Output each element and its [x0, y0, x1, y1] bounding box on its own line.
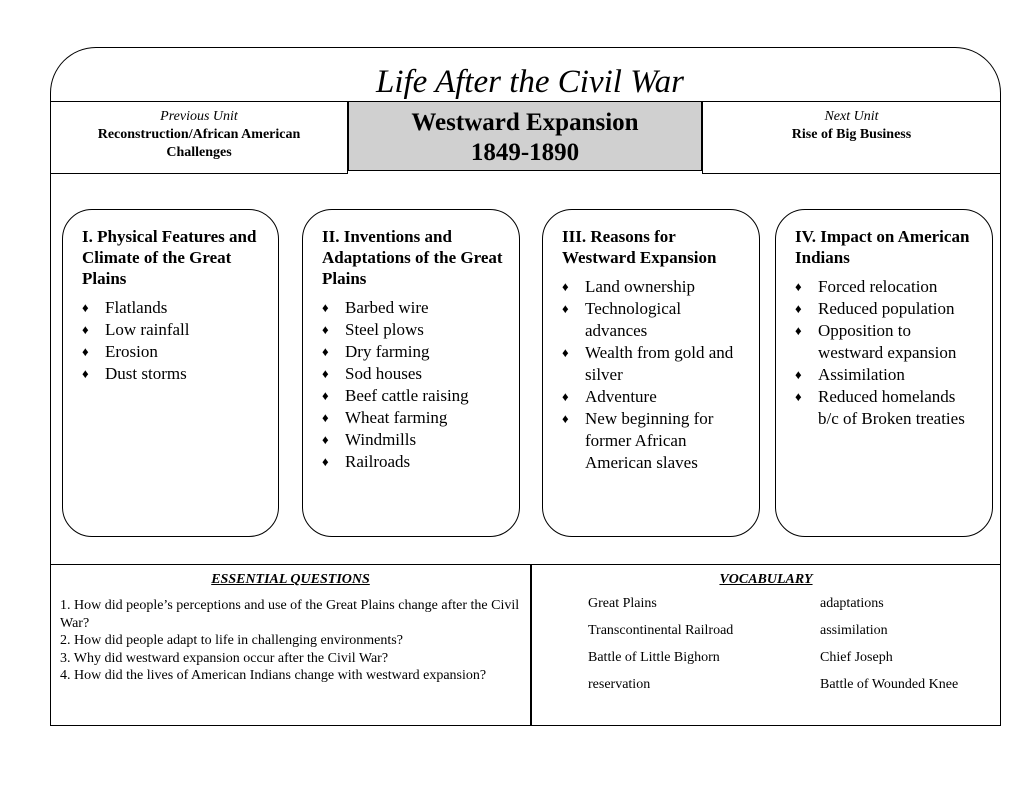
diamond-bullet-icon: ♦ [795, 389, 802, 404]
next-unit-label: Next Unit [824, 109, 879, 124]
diamond-bullet-icon: ♦ [322, 454, 329, 469]
topic-list [82, 297, 266, 385]
topic-list-item [322, 429, 507, 451]
topic-item-text: Railroads [345, 452, 411, 471]
diamond-bullet-icon: ♦ [322, 344, 329, 359]
next-unit-name: Rise of Big Business [791, 127, 912, 142]
topic-list-item [795, 276, 980, 298]
topic-card-impact [775, 209, 993, 537]
topic-list-item [322, 363, 507, 385]
diamond-bullet-icon: ♦ [795, 301, 802, 316]
essential-questions-list [51, 597, 530, 685]
question-item: 3. Why did westward expansion occur after the Civil War? [60, 650, 389, 666]
vocabulary-term: assimilation [820, 623, 888, 638]
topic-list-item [562, 276, 747, 298]
topic-list-item [82, 363, 266, 385]
topic-item-text: Erosion [105, 342, 158, 361]
topic-item-text: Technological advances [585, 299, 682, 340]
current-unit-name: Westward Expansion [411, 109, 639, 136]
topic-item-text: Reduced population [818, 299, 955, 318]
topic-list-item [82, 297, 266, 319]
question-item: 2. How did people adapt to life in challenging environments? [60, 633, 403, 648]
topic-item-text: Wheat farming [345, 408, 448, 427]
topic-item-text: Reduced homelands b/c of Broken treaties [818, 387, 965, 428]
vocabulary-term: Battle of Little Bighorn [588, 650, 720, 665]
topic-item-text: Assimilation [818, 365, 905, 384]
diamond-bullet-icon: ♦ [82, 300, 89, 315]
diamond-bullet-icon: ♦ [322, 366, 329, 381]
topic-list [322, 297, 507, 473]
topic-item-text: New beginning for former African American slaves [585, 409, 714, 472]
topic-title: IV. Impact on American Indians [795, 227, 970, 267]
topic-item-text: Opposition to westward expansion [818, 321, 957, 362]
vocabulary-term: Chief Joseph [820, 650, 893, 665]
diamond-bullet-icon: ♦ [322, 388, 329, 403]
topic-list-item [562, 298, 747, 342]
diamond-bullet-icon: ♦ [82, 366, 89, 381]
topic-list-item [82, 341, 266, 363]
topic-item-text: Dry farming [345, 342, 430, 361]
topic-list-item [795, 320, 980, 364]
diamond-bullet-icon: ♦ [322, 322, 329, 337]
diamond-bullet-icon: ♦ [322, 300, 329, 315]
topic-list-item [322, 297, 507, 319]
vocabulary-term: Battle of Wounded Knee [820, 677, 959, 692]
diamond-bullet-icon: ♦ [562, 279, 569, 294]
topic-title: III. Reasons for Westward Expansion [562, 227, 717, 267]
topic-item-text: Wealth from gold and silver [585, 343, 734, 384]
topic-item-text: Forced relocation [818, 277, 938, 296]
vocabulary-term: Transcontinental Railroad [588, 623, 734, 638]
previous-unit-box [50, 101, 348, 174]
topic-card-physical-features [62, 209, 279, 537]
topic-list-item [322, 319, 507, 341]
topic-item-text: Barbed wire [345, 298, 429, 317]
vocabulary-term: Great Plains [588, 596, 657, 611]
topic-list-item [795, 364, 980, 386]
essential-questions-heading: ESSENTIAL QUESTIONS [211, 572, 370, 587]
current-unit-dates: 1849-1890 [470, 139, 580, 166]
topic-list-item [562, 408, 747, 474]
topic-list [795, 276, 980, 430]
topic-card-reasons [542, 209, 760, 537]
topic-title: II. Inventions and Adaptations of the Great Plains [322, 227, 503, 288]
diamond-bullet-icon: ♦ [795, 323, 802, 338]
question-item: 1. How did people’s perceptions and use of the Great Plains change after the Civil War? [60, 598, 520, 631]
topic-title: I. Physical Features and Climate of the Great Plains [82, 227, 257, 288]
topic-list-item [322, 407, 507, 429]
diamond-bullet-icon: ♦ [562, 411, 569, 426]
topic-list-item [82, 319, 266, 341]
diamond-bullet-icon: ♦ [562, 345, 569, 360]
diamond-bullet-icon: ♦ [322, 432, 329, 447]
topic-list-item [562, 342, 747, 386]
topic-list-item [562, 386, 747, 408]
diamond-bullet-icon: ♦ [795, 279, 802, 294]
topic-list-item [322, 451, 507, 473]
topic-item-text: Sod houses [345, 364, 422, 383]
topic-item-text: Flatlands [105, 298, 168, 317]
diamond-bullet-icon: ♦ [795, 367, 802, 382]
vocabulary-term: reservation [588, 677, 651, 692]
topic-list-item [322, 341, 507, 363]
topic-item-text: Land ownership [585, 277, 696, 296]
current-unit-box [348, 101, 702, 171]
diamond-bullet-icon: ♦ [82, 322, 89, 337]
previous-unit-name: Reconstruction/African American Challenges [97, 127, 301, 160]
vocabulary-term: adaptations [820, 596, 884, 611]
essential-questions-box [50, 564, 531, 726]
vocabulary-box [531, 564, 1001, 726]
previous-unit-label: Previous Unit [160, 109, 238, 124]
topic-item-text: Windmills [345, 430, 417, 449]
diamond-bullet-icon: ♦ [322, 410, 329, 425]
topic-list-item [322, 385, 507, 407]
topic-item-text: Dust storms [105, 364, 187, 383]
topic-list-item [795, 386, 980, 430]
diamond-bullet-icon: ♦ [562, 389, 569, 404]
diamond-bullet-icon: ♦ [82, 344, 89, 359]
question-item: 4. How did the lives of American Indians change with westward expansion? [60, 668, 487, 683]
topic-card-inventions [302, 209, 520, 537]
topic-list-item [795, 298, 980, 320]
next-unit-box [702, 101, 1001, 174]
topic-item-text: Beef cattle raising [345, 386, 469, 405]
topic-item-text: Low rainfall [105, 320, 190, 339]
topic-list [562, 276, 747, 474]
page-title: Life After the Civil War [375, 64, 684, 100]
topic-item-text: Steel plows [345, 320, 424, 339]
topic-item-text: Adventure [585, 387, 657, 406]
diamond-bullet-icon: ♦ [562, 301, 569, 316]
vocabulary-heading: VOCABULARY [719, 572, 813, 587]
